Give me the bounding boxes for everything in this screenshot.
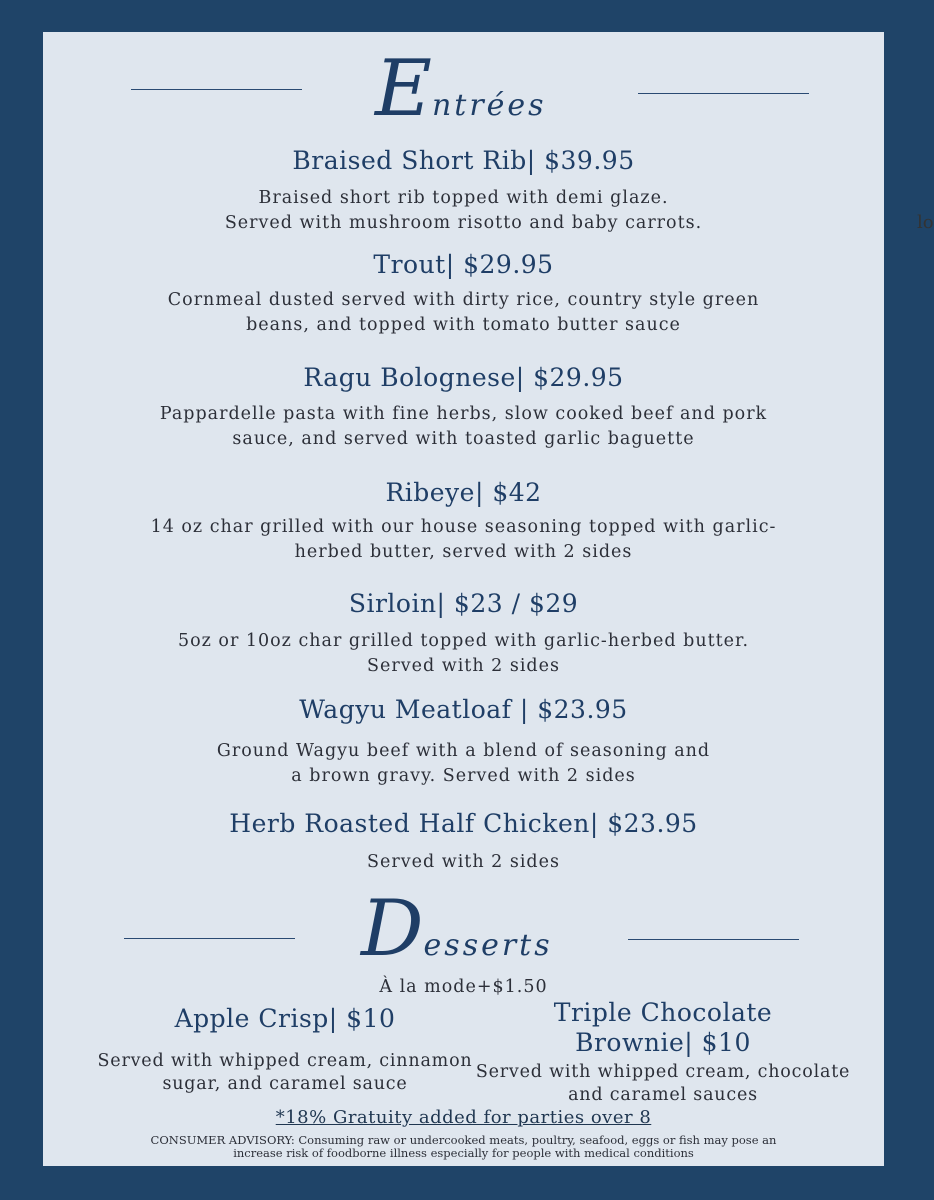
- entrees-heading-cap: E: [375, 44, 432, 134]
- dish-title: Braised Short Rib| $39.95: [292, 146, 635, 175]
- dessert-description-line: Served with whipped cream, cinnamon: [97, 1051, 473, 1071]
- dessert-title-line: Brownie| $10: [575, 1028, 751, 1057]
- a-la-mode-note: À la mode+$1.50: [379, 977, 548, 997]
- dish-title: Ragu Bolognese| $29.95: [303, 363, 624, 392]
- dessert-title-line: Apple Crisp| $10: [174, 1004, 396, 1033]
- dish-description-line: Braised short rib topped with demi glaze.: [258, 188, 669, 208]
- dish-title: Wagyu Meatloaf | $23.95: [299, 695, 628, 724]
- dessert-title: [473, 998, 853, 1058]
- gratuity-note: *18% Gratuity added for parties over 8: [275, 1107, 652, 1128]
- menu-page: [43, 32, 884, 1166]
- desserts-heading-cap: D: [361, 884, 424, 974]
- consumer-advisory-line: increase risk of foodborne illness especially for people with medical conditions: [233, 1146, 694, 1160]
- dish-description-line: beans, and topped with tomato butter sauce: [246, 315, 681, 335]
- dish-description: [43, 515, 884, 565]
- dish-description-line: Cornmeal dusted served with dirty rice, country style green: [167, 290, 760, 310]
- desserts-heading-rest: esserts: [423, 928, 553, 963]
- dish-title: Trout| $29.95: [373, 250, 554, 279]
- desserts-rule-left: [124, 938, 295, 939]
- dish-description: [43, 739, 884, 789]
- dessert-description-line: sugar, and caramel sauce: [162, 1074, 408, 1094]
- dessert-description: [95, 1050, 475, 1096]
- dessert-description-line: Served with whipped cream, chocolate: [475, 1062, 851, 1082]
- dish-description: [43, 402, 884, 452]
- dish-description-line: a brown gravy. Served with 2 sides: [291, 766, 636, 786]
- dish-description-line: Served with 2 sides: [367, 852, 560, 872]
- dish-description-line: sauce, and served with toasted garlic baguette: [232, 429, 695, 449]
- dessert-description-line: and caramel sauces: [568, 1085, 758, 1105]
- cropped-edge-text: lo: [917, 212, 934, 233]
- consumer-advisory: [43, 1134, 884, 1160]
- dish-description: [43, 629, 884, 679]
- dish-description: [43, 186, 884, 236]
- dessert-title-line: Triple Chocolate: [553, 998, 773, 1027]
- dish-title: Sirloin| $23 / $29: [348, 589, 579, 618]
- dish-description-line: 14 oz char grilled with our house seasoning topped with garlic-: [150, 517, 777, 537]
- entrees-heading: [375, 44, 547, 134]
- dish-title: Ribeye| $42: [385, 478, 542, 507]
- dish-description-line: 5oz or 10oz char grilled topped with garlic-herbed butter.: [177, 631, 750, 651]
- dish-description-line: Pappardelle pasta with fine herbs, slow cooked beef and pork: [159, 404, 768, 424]
- entrees-rule-left: [131, 89, 302, 90]
- dish-description-line: Served with mushroom risotto and baby carrots.: [224, 213, 703, 233]
- dish-description: [43, 288, 884, 338]
- entrees-rule-right: [638, 93, 809, 94]
- dish-description: [43, 850, 884, 875]
- desserts-rule-right: [628, 939, 799, 940]
- dish-description-line: herbed butter, served with 2 sides: [294, 542, 633, 562]
- entrees-heading-rest: ntrées: [431, 88, 547, 123]
- consumer-advisory-line: CONSUMER ADVISORY: Consuming raw or undercooked meats, poultry, seafood, eggs or fish may pose an: [150, 1133, 777, 1147]
- dish-description-line: Ground Wagyu beef with a blend of seasoning and: [216, 741, 711, 761]
- dish-description-line: Served with 2 sides: [367, 656, 560, 676]
- desserts-heading: [361, 884, 553, 974]
- dessert-title: [105, 1004, 465, 1034]
- dessert-description: [473, 1061, 853, 1107]
- dish-title: Herb Roasted Half Chicken| $23.95: [229, 809, 698, 838]
